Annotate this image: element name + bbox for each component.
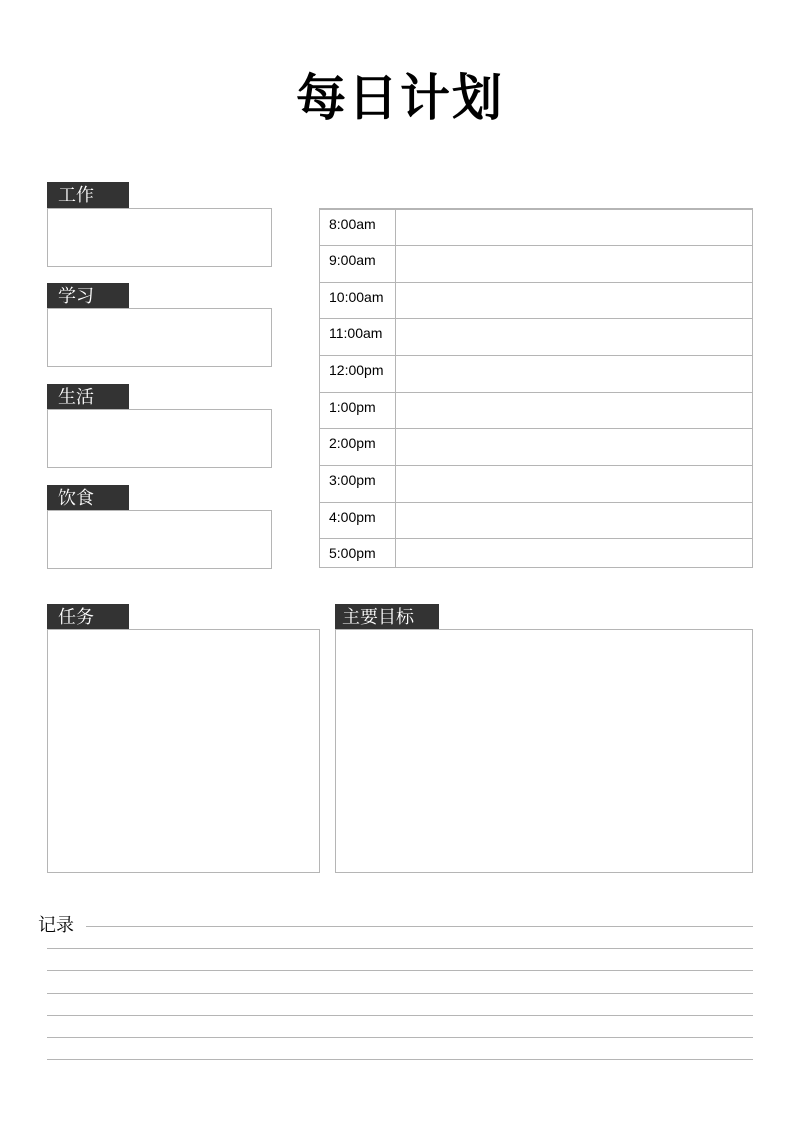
study-box[interactable] (47, 308, 272, 367)
section-tag-diet: 饮食 (47, 485, 129, 511)
schedule-time: 1:00pm (329, 399, 376, 415)
notes-line[interactable] (47, 970, 753, 971)
schedule-row[interactable] (320, 209, 752, 246)
tasks-box[interactable] (47, 629, 320, 873)
schedule-time: 12:00pm (329, 362, 384, 378)
schedule-row[interactable] (320, 392, 752, 429)
section-tag-tasks: 任务 (47, 604, 129, 630)
page-title: 每日计划 (296, 69, 504, 127)
schedule-row[interactable] (320, 245, 752, 282)
schedule-row[interactable] (320, 538, 752, 567)
schedule-time: 11:00am (329, 325, 383, 341)
notes-line[interactable] (47, 1059, 753, 1060)
schedule-time: 8:00am (329, 216, 376, 232)
notes-line[interactable] (47, 993, 753, 994)
notes-line[interactable] (47, 1037, 753, 1038)
section-tag-life: 生活 (47, 384, 129, 410)
notes-label: 记录 (38, 915, 74, 936)
section-tag-work: 工作 (47, 182, 129, 208)
schedule-row[interactable] (320, 428, 752, 465)
schedule-row[interactable] (320, 318, 752, 355)
section-tag-goals: 主要目标 (335, 604, 439, 630)
notes-line[interactable] (47, 1015, 753, 1016)
schedule-time: 9:00am (329, 252, 376, 268)
hourly-schedule (319, 208, 753, 568)
goals-box[interactable] (335, 629, 753, 873)
schedule-row[interactable] (320, 282, 752, 319)
diet-box[interactable] (47, 510, 272, 569)
section-tag-study: 学习 (47, 283, 129, 309)
work-box[interactable] (47, 208, 272, 267)
notes-line[interactable] (86, 926, 753, 927)
schedule-time: 10:00am (329, 289, 384, 305)
schedule-time: 3:00pm (329, 472, 376, 488)
life-box[interactable] (47, 409, 272, 468)
schedule-time: 4:00pm (329, 509, 376, 525)
schedule-row[interactable] (320, 355, 752, 392)
schedule-time: 5:00pm (329, 545, 376, 561)
schedule-row[interactable] (320, 502, 752, 539)
schedule-row[interactable] (320, 465, 752, 502)
schedule-time: 2:00pm (329, 435, 376, 451)
notes-line[interactable] (47, 948, 753, 949)
